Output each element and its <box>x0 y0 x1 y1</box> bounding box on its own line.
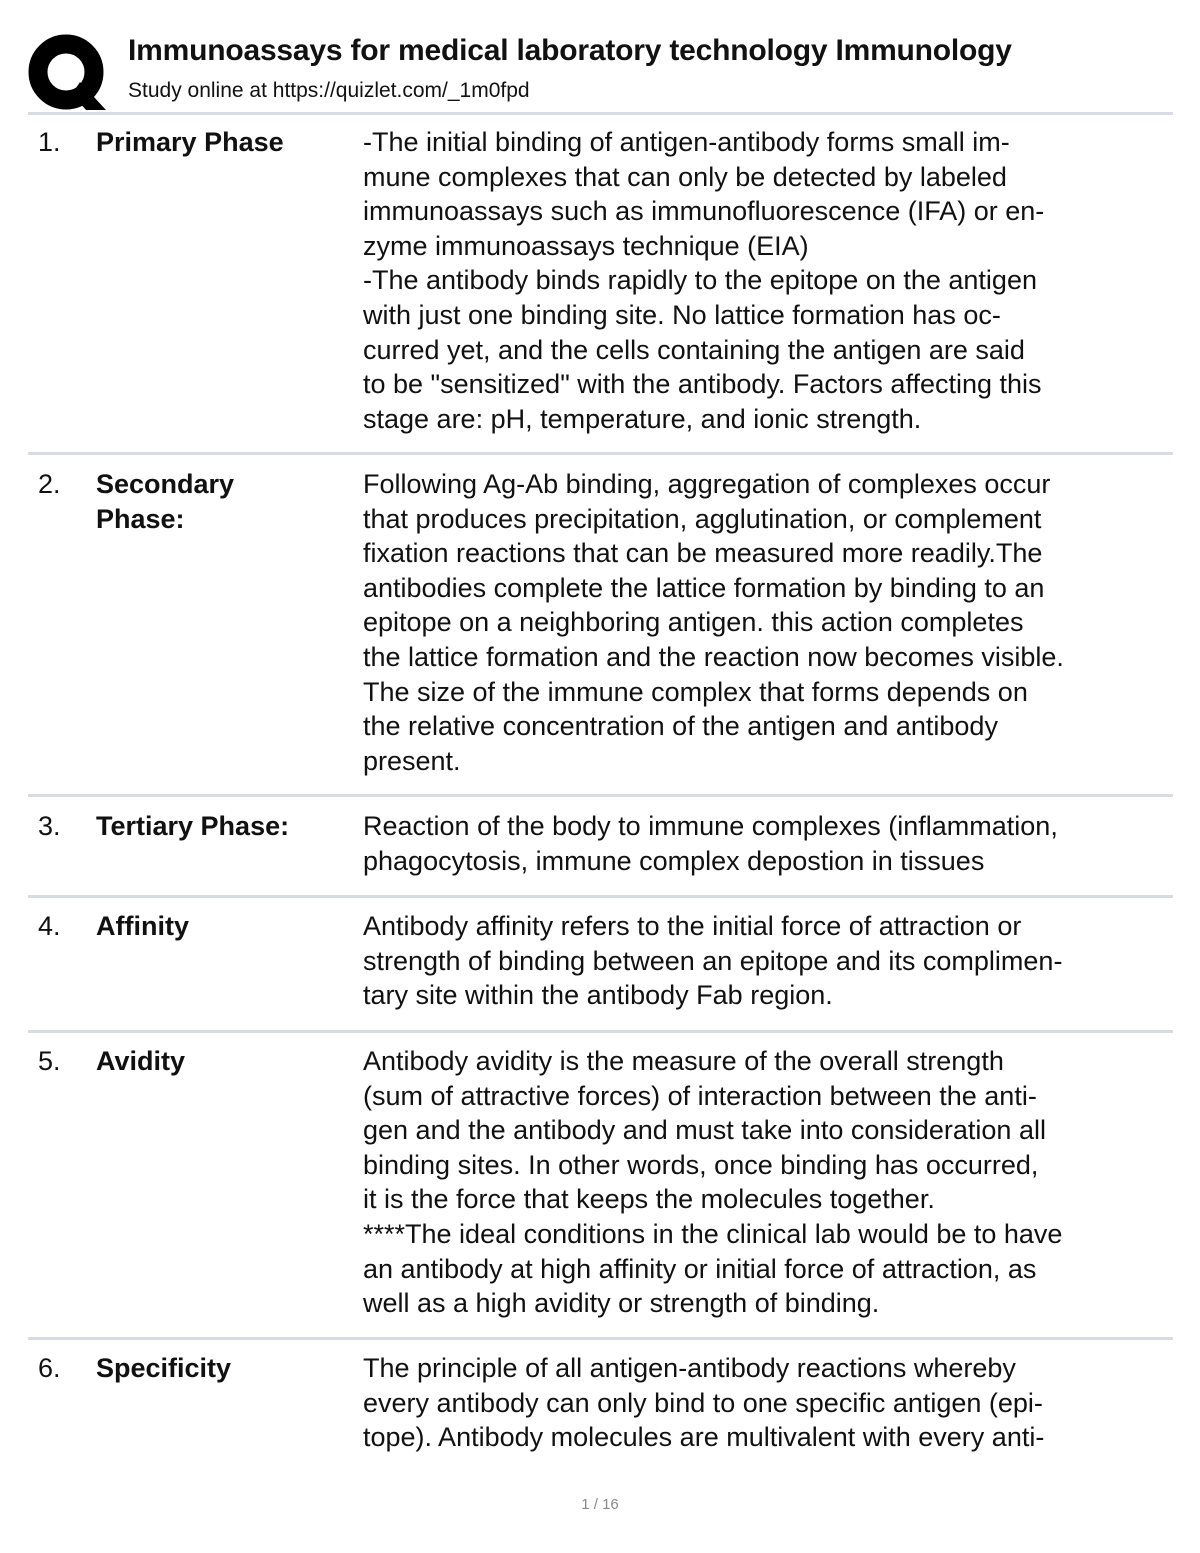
card-definition <box>363 909 1163 1013</box>
term-line: Affinity <box>96 911 189 941</box>
term-line: Secondary <box>96 469 235 499</box>
term-line: Avidity <box>96 1046 186 1076</box>
card-term <box>96 809 346 844</box>
term-line: Primary Phase <box>96 127 284 157</box>
divider <box>28 112 1173 115</box>
card-number: 5. <box>38 1046 61 1076</box>
quizlet-q-logo-icon <box>28 34 108 112</box>
card-term <box>96 1351 346 1386</box>
definition-line: The principle of all antigen-antibody reactions whereby <box>363 1353 1016 1383</box>
definition-line: antibodies complete the lattice formation by binding to an <box>363 572 1045 603</box>
card-definition <box>363 125 1163 436</box>
page-header <box>28 30 1173 112</box>
card-definition <box>363 1351 1163 1455</box>
card-term <box>96 909 346 944</box>
page-title: Immunoassays for medical laboratory technology Immunology <box>128 34 1012 67</box>
definition-line: well as a high avidity or strength of binding. <box>363 1288 880 1319</box>
definition-line: to be "sensitized" with the antibody. Factors affecting this <box>363 369 1042 400</box>
card-definition <box>363 809 1163 878</box>
definition-line: fixation reactions that can be measured more readily.The <box>363 538 1043 569</box>
definition-line: every antibody can only bind to one specific antigen (epi- <box>363 1387 1043 1418</box>
definition-line: tope). Antibody molecules are multivalent with every anti- <box>363 1422 1045 1453</box>
definition-line: the lattice formation and the reaction now becomes visible. <box>363 641 1064 672</box>
card-term <box>96 1044 346 1079</box>
definition-line: curred yet, and the cells containing the antigen are said <box>363 334 1025 365</box>
card-definition <box>363 467 1163 778</box>
card-number: 2. <box>38 469 61 499</box>
definition-line: (sum of attractive forces) of interaction between the anti- <box>363 1080 1037 1111</box>
card-term <box>96 467 346 536</box>
definition-line: binding sites. In other words, once binding has occurred, <box>363 1149 1039 1180</box>
definition-line: -The initial binding of antigen-antibody forms small im- <box>363 127 1010 157</box>
term-line: Specificity <box>96 1353 232 1383</box>
card-term <box>96 125 346 160</box>
divider <box>28 895 1173 898</box>
card-definition <box>363 1044 1163 1321</box>
definition-line: tary site within the antibody Fab region. <box>363 980 833 1011</box>
definition-line: Reaction of the body to immune complexes (inflammation, <box>363 811 1058 841</box>
definition-line: Antibody avidity is the measure of the overall strength <box>363 1046 1004 1076</box>
card-number: 4. <box>38 911 61 941</box>
page-indicator: 1 / 16 <box>581 1496 619 1513</box>
divider <box>28 452 1173 455</box>
definition-line: gen and the antibody and must take into consideration all <box>363 1115 1046 1146</box>
card-number: 3. <box>38 811 61 841</box>
definition-line: it is the force that keeps the molecules together. <box>363 1184 935 1215</box>
card-number: 1. <box>38 127 61 157</box>
divider <box>28 1030 1173 1033</box>
study-online-link[interactable]: Study online at https://quizlet.com/_1m0fpd <box>128 79 530 102</box>
card-number: 6. <box>38 1353 61 1383</box>
definition-line: immunoassays such as immunofluorescence (IFA) or en- <box>363 196 1045 227</box>
definition-line: stage are: pH, temperature, and ionic strength. <box>363 403 922 434</box>
definition-line: Following Ag-Ab binding, aggregation of complexes occur <box>363 469 1051 499</box>
definition-line: phagocytosis, immune complex depostion in tissues <box>363 845 985 876</box>
term-line: Phase: <box>96 503 185 534</box>
definition-line: epitope on a neighboring antigen. this action completes <box>363 607 1024 638</box>
definition-line: with just one binding site. No lattice formation has oc- <box>363 299 1001 330</box>
definition-line: strength of binding between an epitope and its complimen- <box>363 945 1063 976</box>
definition-line: The size of the immune complex that forms depends on <box>363 676 1028 707</box>
term-line: Tertiary Phase: <box>96 811 290 841</box>
definition-line: -The antibody binds rapidly to the epitope on the antigen <box>363 265 1037 296</box>
definition-line: mune complexes that can only be detected by labeled <box>363 161 1007 192</box>
definition-line: the relative concentration of the antigen and antibody <box>363 711 998 742</box>
definition-line: zyme immunoassays technique (EIA) <box>363 230 809 261</box>
definition-line: an antibody at high affinity or initial force of attraction, as <box>363 1253 1037 1284</box>
definition-line: present. <box>363 745 461 776</box>
definition-line: ****The ideal conditions in the clinical lab would be to have <box>363 1218 1063 1249</box>
definition-line: that produces precipitation, agglutination, or complement <box>363 503 1042 534</box>
definition-line: Antibody affinity refers to the initial force of attraction or <box>363 911 1022 941</box>
divider <box>28 1337 1173 1340</box>
divider <box>28 794 1173 797</box>
